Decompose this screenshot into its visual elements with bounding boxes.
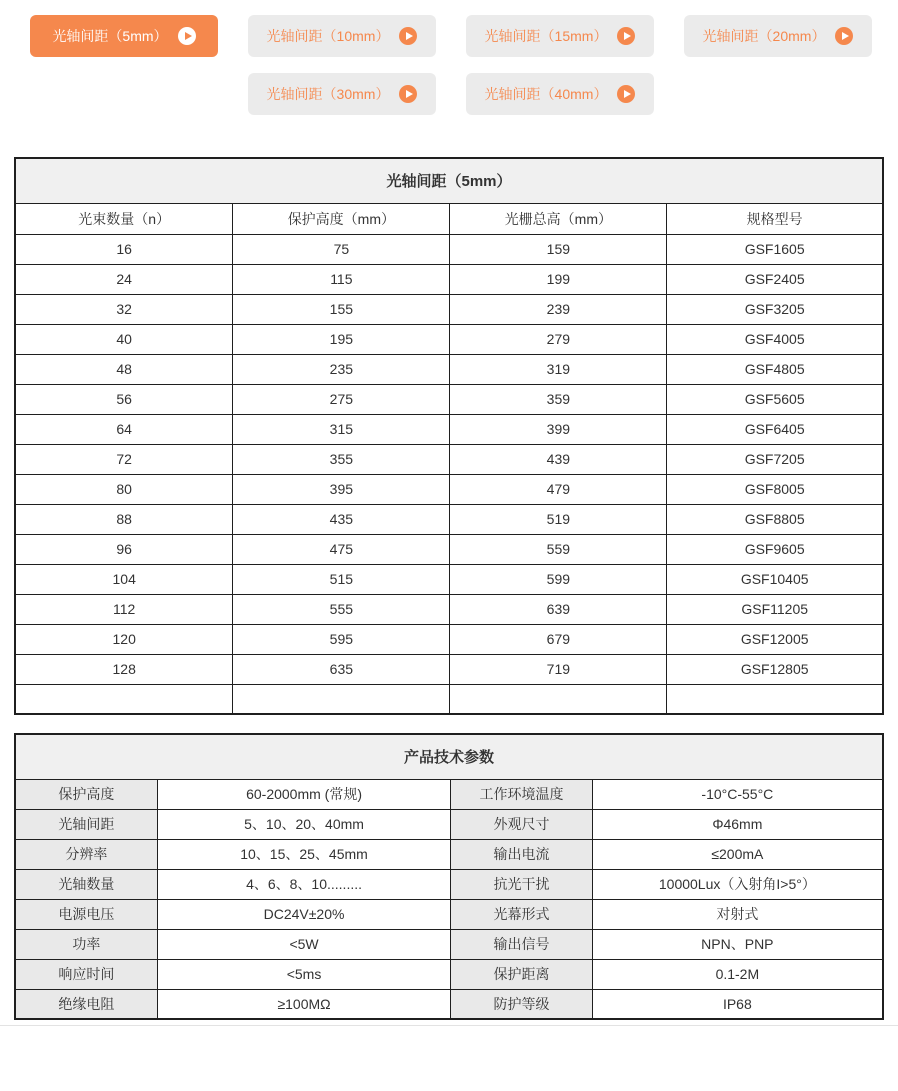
spec-table-row: [15, 354, 883, 384]
spec-cell-beam-count: [15, 684, 233, 714]
spec-table-row: [15, 474, 883, 504]
param-value: 对射式: [592, 899, 883, 929]
spec-cell-model: GSF10405: [667, 564, 883, 594]
spec-cell-total-height: 199: [450, 264, 667, 294]
spec-table-title: 光轴间距（5mm）: [15, 158, 883, 203]
spec-column-header: 保护高度（mm）: [233, 203, 450, 234]
spacing-button[interactable]: [30, 15, 218, 57]
spec-cell-model: [667, 684, 883, 714]
params-table-row: [15, 809, 883, 839]
spec-cell-protect-height: 155: [233, 294, 450, 324]
param-label: 光轴数量: [15, 869, 157, 899]
spec-cell-protect-height: 195: [233, 324, 450, 354]
spec-cell-protect-height: [233, 684, 450, 714]
spacing-button-label: 光轴间距（10mm）: [266, 28, 390, 44]
spec-cell-protect-height: 75: [233, 234, 450, 264]
param-value: 10000Lux（入射角I>5°）: [592, 869, 883, 899]
spec-cell-beam-count: 40: [15, 324, 233, 354]
param-label: 工作环境温度: [451, 779, 592, 809]
spec-table-row: [15, 684, 883, 714]
spec-cell-beam-count: 128: [15, 654, 233, 684]
spec-cell-model: GSF12005: [667, 624, 883, 654]
spacing-button[interactable]: [466, 73, 654, 115]
param-value: 0.1-2M: [592, 959, 883, 989]
spec-table-row: [15, 414, 883, 444]
spec-cell-total-height: 359: [450, 384, 667, 414]
spec-cell-protect-height: 515: [233, 564, 450, 594]
param-label: 输出电流: [451, 839, 592, 869]
spec-cell-model: GSF8805: [667, 504, 883, 534]
params-table-row: [15, 839, 883, 869]
params-table-title-row: [15, 734, 883, 779]
play-icon: [178, 27, 196, 45]
spec-cell-beam-count: 24: [15, 264, 233, 294]
spec-column-header: 光束数量（n）: [15, 203, 233, 234]
spec-cell-model: GSF12805: [667, 654, 883, 684]
param-label: 外观尺寸: [451, 809, 592, 839]
param-label: 防护等级: [451, 989, 592, 1019]
spec-cell-protect-height: 235: [233, 354, 450, 384]
spec-cell-beam-count: 64: [15, 414, 233, 444]
spacing-button-label: 光轴间距（15mm）: [484, 28, 608, 44]
spec-cell-model: GSF4005: [667, 324, 883, 354]
spec-cell-model: GSF3205: [667, 294, 883, 324]
param-label: 绝缘电阻: [15, 989, 157, 1019]
spec-cell-beam-count: 120: [15, 624, 233, 654]
spec-table-row: [15, 444, 883, 474]
param-label: 电源电压: [15, 899, 157, 929]
param-value: NPN、PNP: [592, 929, 883, 959]
spacing-button-label: 光轴间距（40mm）: [484, 86, 608, 102]
spacing-button-label: 光轴间距（5mm）: [52, 28, 168, 44]
spec-cell-total-height: 519: [450, 504, 667, 534]
param-label: 分辨率: [15, 839, 157, 869]
param-value: -10°C-55°C: [592, 779, 883, 809]
spec-cell-model: GSF11205: [667, 594, 883, 624]
spec-cell-total-height: 239: [450, 294, 667, 324]
params-table-row: [15, 959, 883, 989]
spec-cell-beam-count: 72: [15, 444, 233, 474]
spec-cell-beam-count: 48: [15, 354, 233, 384]
spec-cell-beam-count: 96: [15, 534, 233, 564]
spacing-button-group: [30, 0, 898, 115]
spec-cell-beam-count: 56: [15, 384, 233, 414]
spec-cell-total-height: 319: [450, 354, 667, 384]
param-value: <5W: [157, 929, 450, 959]
param-value: ≥100MΩ: [157, 989, 450, 1019]
spec-cell-protect-height: 315: [233, 414, 450, 444]
spec-cell-beam-count: 88: [15, 504, 233, 534]
play-icon: [399, 27, 417, 45]
param-label: 光轴间距: [15, 809, 157, 839]
spec-cell-total-height: 439: [450, 444, 667, 474]
play-icon: [617, 85, 635, 103]
param-label: 响应时间: [15, 959, 157, 989]
param-label: 保护高度: [15, 779, 157, 809]
spec-table-row: [15, 504, 883, 534]
spec-table-row: [15, 324, 883, 354]
spec-cell-model: GSF5605: [667, 384, 883, 414]
spec-cell-protect-height: 395: [233, 474, 450, 504]
spacing-button[interactable]: [248, 73, 436, 115]
spec-cell-total-height: 639: [450, 594, 667, 624]
spec-table-row: [15, 564, 883, 594]
spec-cell-model: GSF9605: [667, 534, 883, 564]
spec-table-title-row: [15, 158, 883, 203]
param-value: DC24V±20%: [157, 899, 450, 929]
spec-cell-total-height: 719: [450, 654, 667, 684]
spec-cell-total-height: 399: [450, 414, 667, 444]
spec-cell-model: GSF6405: [667, 414, 883, 444]
spec-column-header: 光栅总高（mm）: [450, 203, 667, 234]
spec-cell-model: GSF4805: [667, 354, 883, 384]
spec-cell-beam-count: 104: [15, 564, 233, 594]
param-label: 保护距离: [451, 959, 592, 989]
spec-table: [14, 157, 884, 715]
spec-cell-model: GSF8005: [667, 474, 883, 504]
param-value: ≤200mA: [592, 839, 883, 869]
play-icon: [617, 27, 635, 45]
params-table-row: [15, 929, 883, 959]
spec-cell-total-height: [450, 684, 667, 714]
spec-table-row: [15, 234, 883, 264]
param-value: 60-2000mm (常规): [157, 779, 450, 809]
param-value: <5ms: [157, 959, 450, 989]
params-table-body: [15, 779, 883, 1019]
param-value: 10、15、25、45mm: [157, 839, 450, 869]
spec-cell-protect-height: 275: [233, 384, 450, 414]
spec-table-header-row: [15, 203, 883, 234]
spacing-button[interactable]: [248, 15, 436, 57]
spec-cell-model: GSF1605: [667, 234, 883, 264]
play-icon: [399, 85, 417, 103]
spec-cell-total-height: 599: [450, 564, 667, 594]
spec-cell-protect-height: 635: [233, 654, 450, 684]
params-table-title: 产品技术参数: [15, 734, 883, 779]
params-table-row: [15, 989, 883, 1019]
spec-cell-protect-height: 595: [233, 624, 450, 654]
param-value: 5、10、20、40mm: [157, 809, 450, 839]
param-value: 4、6、8、10.........: [157, 869, 450, 899]
spec-cell-total-height: 159: [450, 234, 667, 264]
spec-table-row: [15, 294, 883, 324]
param-label: 抗光干扰: [451, 869, 592, 899]
spec-cell-total-height: 679: [450, 624, 667, 654]
param-value: IP68: [592, 989, 883, 1019]
spec-table-row: [15, 384, 883, 414]
spec-table-row: [15, 654, 883, 684]
bottom-divider: [0, 1025, 898, 1026]
param-label: 光幕形式: [451, 899, 592, 929]
spec-table-row: [15, 264, 883, 294]
spec-cell-protect-height: 355: [233, 444, 450, 474]
spec-cell-beam-count: 32: [15, 294, 233, 324]
spec-cell-protect-height: 435: [233, 504, 450, 534]
play-icon: [835, 27, 853, 45]
spec-column-header: 规格型号: [667, 203, 883, 234]
spec-cell-model: GSF7205: [667, 444, 883, 474]
spec-table-row: [15, 624, 883, 654]
spec-cell-total-height: 479: [450, 474, 667, 504]
spacing-button-label: 光轴间距（20mm）: [702, 28, 826, 44]
spec-table-row: [15, 594, 883, 624]
params-table-row: [15, 869, 883, 899]
spec-cell-beam-count: 16: [15, 234, 233, 264]
spec-cell-total-height: 559: [450, 534, 667, 564]
spec-cell-model: GSF2405: [667, 264, 883, 294]
spec-cell-protect-height: 475: [233, 534, 450, 564]
spec-cell-protect-height: 115: [233, 264, 450, 294]
spec-cell-beam-count: 112: [15, 594, 233, 624]
params-table-row: [15, 899, 883, 929]
param-label: 功率: [15, 929, 157, 959]
spec-cell-total-height: 279: [450, 324, 667, 354]
params-table: [14, 733, 884, 1020]
spacing-button[interactable]: [684, 15, 872, 57]
param-value: Φ46mm: [592, 809, 883, 839]
spec-cell-beam-count: 80: [15, 474, 233, 504]
param-label: 输出信号: [451, 929, 592, 959]
spacing-button[interactable]: [466, 15, 654, 57]
params-table-row: [15, 779, 883, 809]
spec-table-body: [15, 234, 883, 714]
spec-cell-protect-height: 555: [233, 594, 450, 624]
spec-table-row: [15, 534, 883, 564]
spacing-button-label: 光轴间距（30mm）: [266, 86, 390, 102]
